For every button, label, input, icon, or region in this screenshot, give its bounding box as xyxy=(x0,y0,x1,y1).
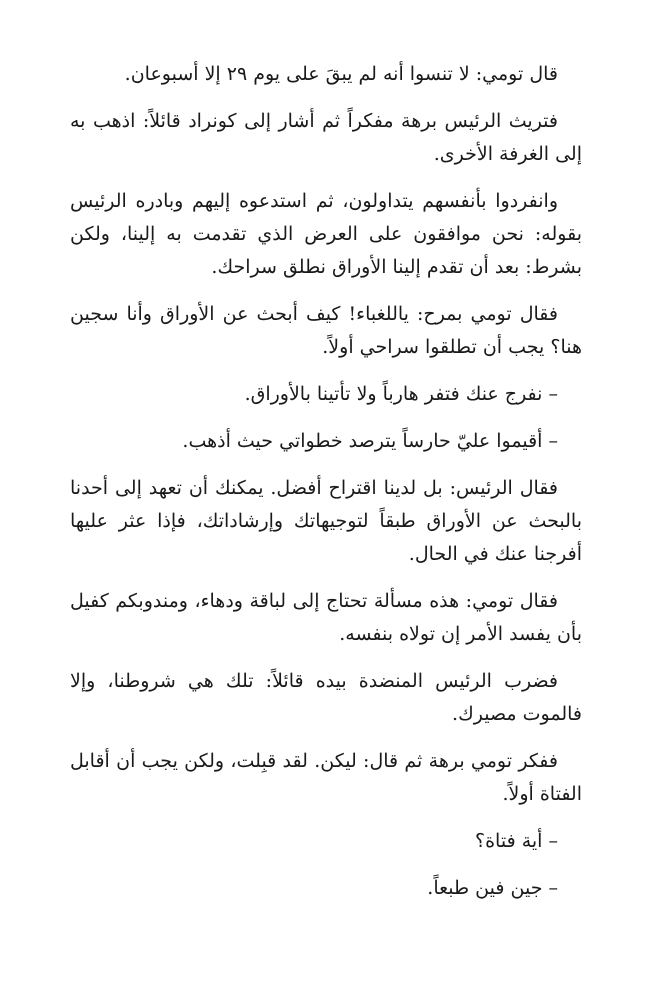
dialogue-line: – أية فتاة؟ xyxy=(475,830,558,852)
paragraph: فضرب الرئيس المنضدة بيده قائلاً: تلك هي شروطنا، وإلا فالموت مصيرك. xyxy=(70,670,582,725)
paragraph: فقال تومي بمرح: ياللغباء! كيف أبحث عن الأوراق وأنا سجين هنا؟ يجب أن تطلقوا سراحي أولاً. xyxy=(70,303,582,358)
dialogue-line: – أقيموا عليّ حارساً يترصد خطواتي حيث أذهب. xyxy=(182,430,558,452)
paragraph: فتريث الرئيس برهة مفكراً ثم أشار إلى كونراد قائلاً: اذهب به إلى الغرفة الأخرى. xyxy=(70,110,582,165)
book-page xyxy=(70,58,582,919)
dialogue-line: – نفرج عنك فتفر هارباً ولا تأتينا بالأوراق. xyxy=(244,383,558,405)
dialogue-line: – جين فين طبعاً. xyxy=(427,877,558,899)
paragraph: فقال الرئيس: بل لدينا اقتراح أفضل. يمكنك أن تعهد إلى أحدنا بالبحث عن الأوراق طبقاً لتوجيهاتك وإرشاداتك، فإذا عثر عليها أفرجنا عنك في الحال. xyxy=(70,477,582,565)
paragraph: وانفردوا بأنفسهم يتداولون، ثم استدعوه إليهم وبادره الرئيس بقوله: نحن موافقون على العرض الذي تقدمت به إلينا، ولكن بشرط: بعد أن تقدم إلينا الأوراق نطلق سراحك. xyxy=(70,190,582,278)
paragraph: ففكر تومي برهة ثم قال: ليكن. لقد قبِلت، ولكن يجب أن أقابل الفتاة أولاً. xyxy=(70,750,582,805)
paragraph: قال تومي: لا تنسوا أنه لم يبقَ على يوم ٢٩ إلا أسبوعان. xyxy=(124,63,558,85)
paragraph: فقال تومي: هذه مسألة تحتاج إلى لباقة ودهاء، ومندوبكم كفيل بأن يفسد الأمر إن تولاه بنفسه. xyxy=(70,590,582,645)
